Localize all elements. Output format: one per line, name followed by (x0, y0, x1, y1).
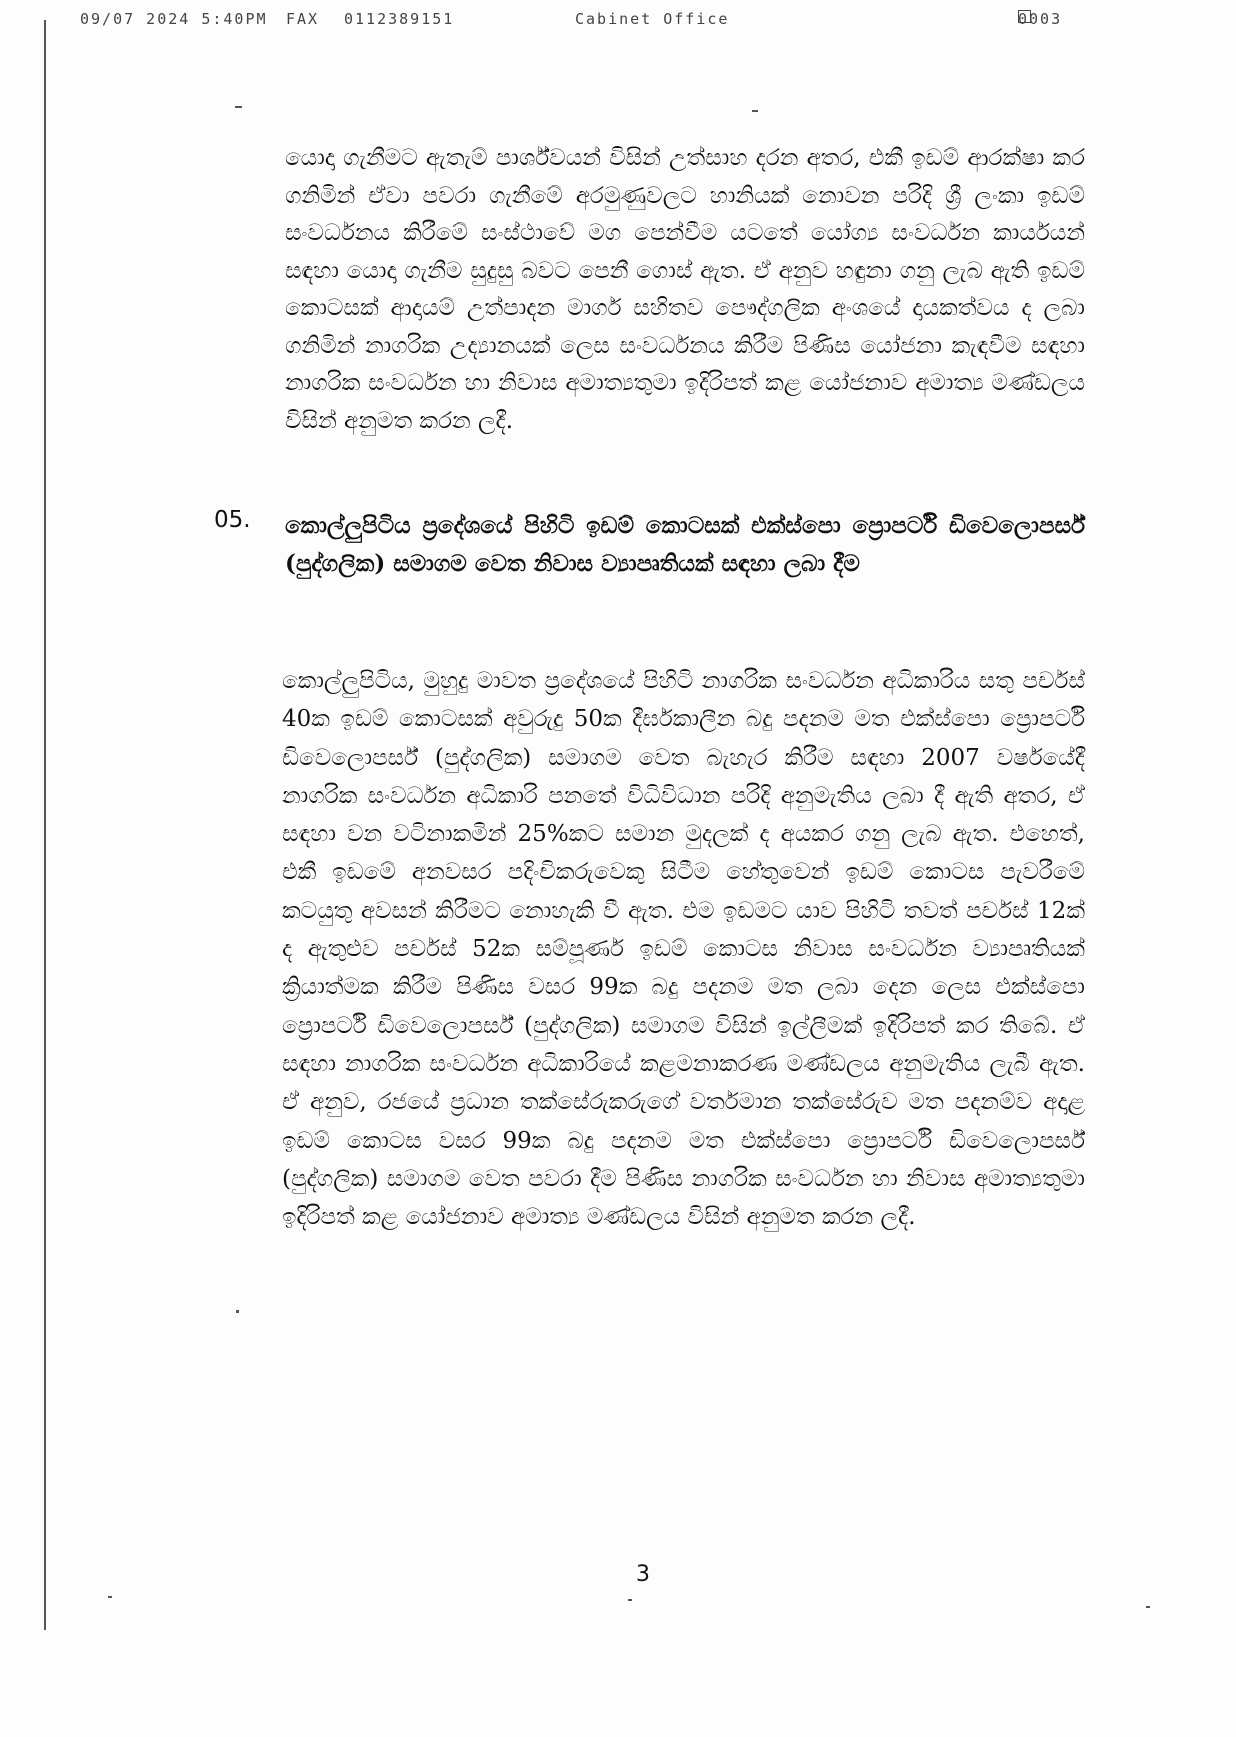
fax-page-code: 0003 (1018, 10, 1063, 28)
scan-speck (236, 1310, 239, 1313)
fax-header (0, 10, 1236, 34)
fax-number: 0112389151 (344, 10, 455, 28)
scan-speck (235, 106, 242, 108)
section-heading: කොල්ලුපිටිය ප්‍රදේශයේ පිහිටි ඉඩම් කොටසක් එක්ස්පො ප්‍රොපර්ටි ඩිවෙලොපර්ස් (පුද්ගලික) සමාගම වෙත නිවාස ව්‍යාපෘතියක් සඳහා ලබා දීම (285, 512, 1085, 577)
page-number: 3 (636, 1562, 650, 1587)
fax-label: FAX (286, 10, 320, 28)
section-body: කොල්ලුපිටිය, මුහුදු මාවත ප්‍රදේශයේ පිහිටි නාගරික සංවර්ධන අධිකාරිය සතු පර්චස් 40ක ඉඩම් කොටසක් අවුරුදු 50ක දීර්ඝකාලීන බදු පදනම මත එක්ස්පො ප්‍රොපර්ටි ඩිවෙලොපර්ස් (පුද්ගලික) සමාගම වෙත බැහැර කිරීම සඳහා 2007 වර්ෂයේදී නාගරික සංවර්ධන අධිකාරි පනතේ විධිවිධාන පරිදි අනුමැතිය ලබා දී ඇති අතර, ඒ සඳහා වන වටිනාකමින් 25%කට සමාන මුදලක් ද අයකර ගනු ලැබ ඇත. එහෙත්, එකී ඉඩමේ අනවසර පදිංචිකරුවෙකු සිටීම හේතුවෙන් ඉඩම් කොටස පැවරීමේ කටයුතු අවසන් කිරීමට නොහැකි වී ඇත. එම ඉඩමට යාව පිහිටි තවත් පර්චස් 12ක් ද ඇතුළුව පර්චස් 52ක සම්පූර්ණ ඉඩම් කොටස නිවාස සංවර්ධන ව්‍යාපෘතියක් ක්‍රියාත්මක කිරීම පිණිස වසර 99ක බදු පදනම මත ලබා දෙන ලෙස එක්ස්පො ප්‍රොපර්ටි ඩිවෙලොපර්ස් (පුද්ගලික) සමාගම විසින් ඉල්ලීමක් ඉදිරිපත් කර තිබේ. ඒ සඳහා නාගරික සංවර්ධන අධිකාරියේ කළමනාකරණ මණ්ඩලය අනුමැතිය ලැබී ඇත. ඒ අනුව, රජයේ ප්‍රධාන තක්සේරුකරුගේ වර්තමාන තක්සේරුව මත පදනම්ව අදාළ ඉඩම් කොටස වසර 99ක බදු පදනම මත එක්ස්පො ප්‍රොපර්ටි ඩිවෙලොපර්ස් (පුද්ගලික) සමාගම වෙත පවරා දීම පිණිස නාගරික සංවර්ධන හා නිවාස අමාත්‍යතුමා ඉදිරිපත් කළ යෝජනාව අමාත්‍ය මණ්ඩලය විසින් අනුමත කරන ලදී. (282, 668, 1085, 1231)
scan-edge-line (44, 20, 46, 1630)
scan-speck (108, 1596, 112, 1598)
scan-speck (752, 110, 758, 112)
scan-speck (628, 1599, 632, 1601)
fax-datetime: 09/07 2024 5:40PM (80, 10, 268, 28)
scan-speck (1146, 1606, 1150, 1608)
section-number: 05. (214, 507, 251, 533)
fax-sender: Cabinet Office (575, 10, 730, 28)
paragraph-continuation: යොදා ගැනීමට ඇතැම් පාර්ශ්වයන් විසින් උත්සාහ දරන අතර, එකී ඉඩම් ආරක්ෂා කර ගනිමින් ඒවා පවරා ගැනීමේ අරමුණුවලට හානියක් නොවන පරිදි ශ්‍රී ලංකා ඉඩම් සංවර්ධනය කිරීමේ සංස්ථාවේ මග පෙන්වීම යටතේ යෝග්‍ය සංවර්ධන කාර්යයන් සඳහා යොදා ගැනීම සුදුසු බවට පෙනී ගොස් ඇත. ඒ අනුව හඳුනා ගනු ලැබ ඇති ඉඩම් කොටසක් ආදායම් උත්පාදන මාර්ග සහිතව පෞද්ගලික අංශයේ දායකත්වය ද ලබා ගනිමින් නාගරික උද්‍යානයක් ලෙස සංවර්ධනය කිරීම පිණිස යෝජනා කැඳවීම සඳහා නාගරික සංවර්ධන හා නිවාස අමාත්‍යතුමා ඉදිරිපත් කළ යෝජනාව අමාත්‍ය මණ්ඩලය විසින් අනුමත කරන ලදී. (285, 145, 1085, 434)
